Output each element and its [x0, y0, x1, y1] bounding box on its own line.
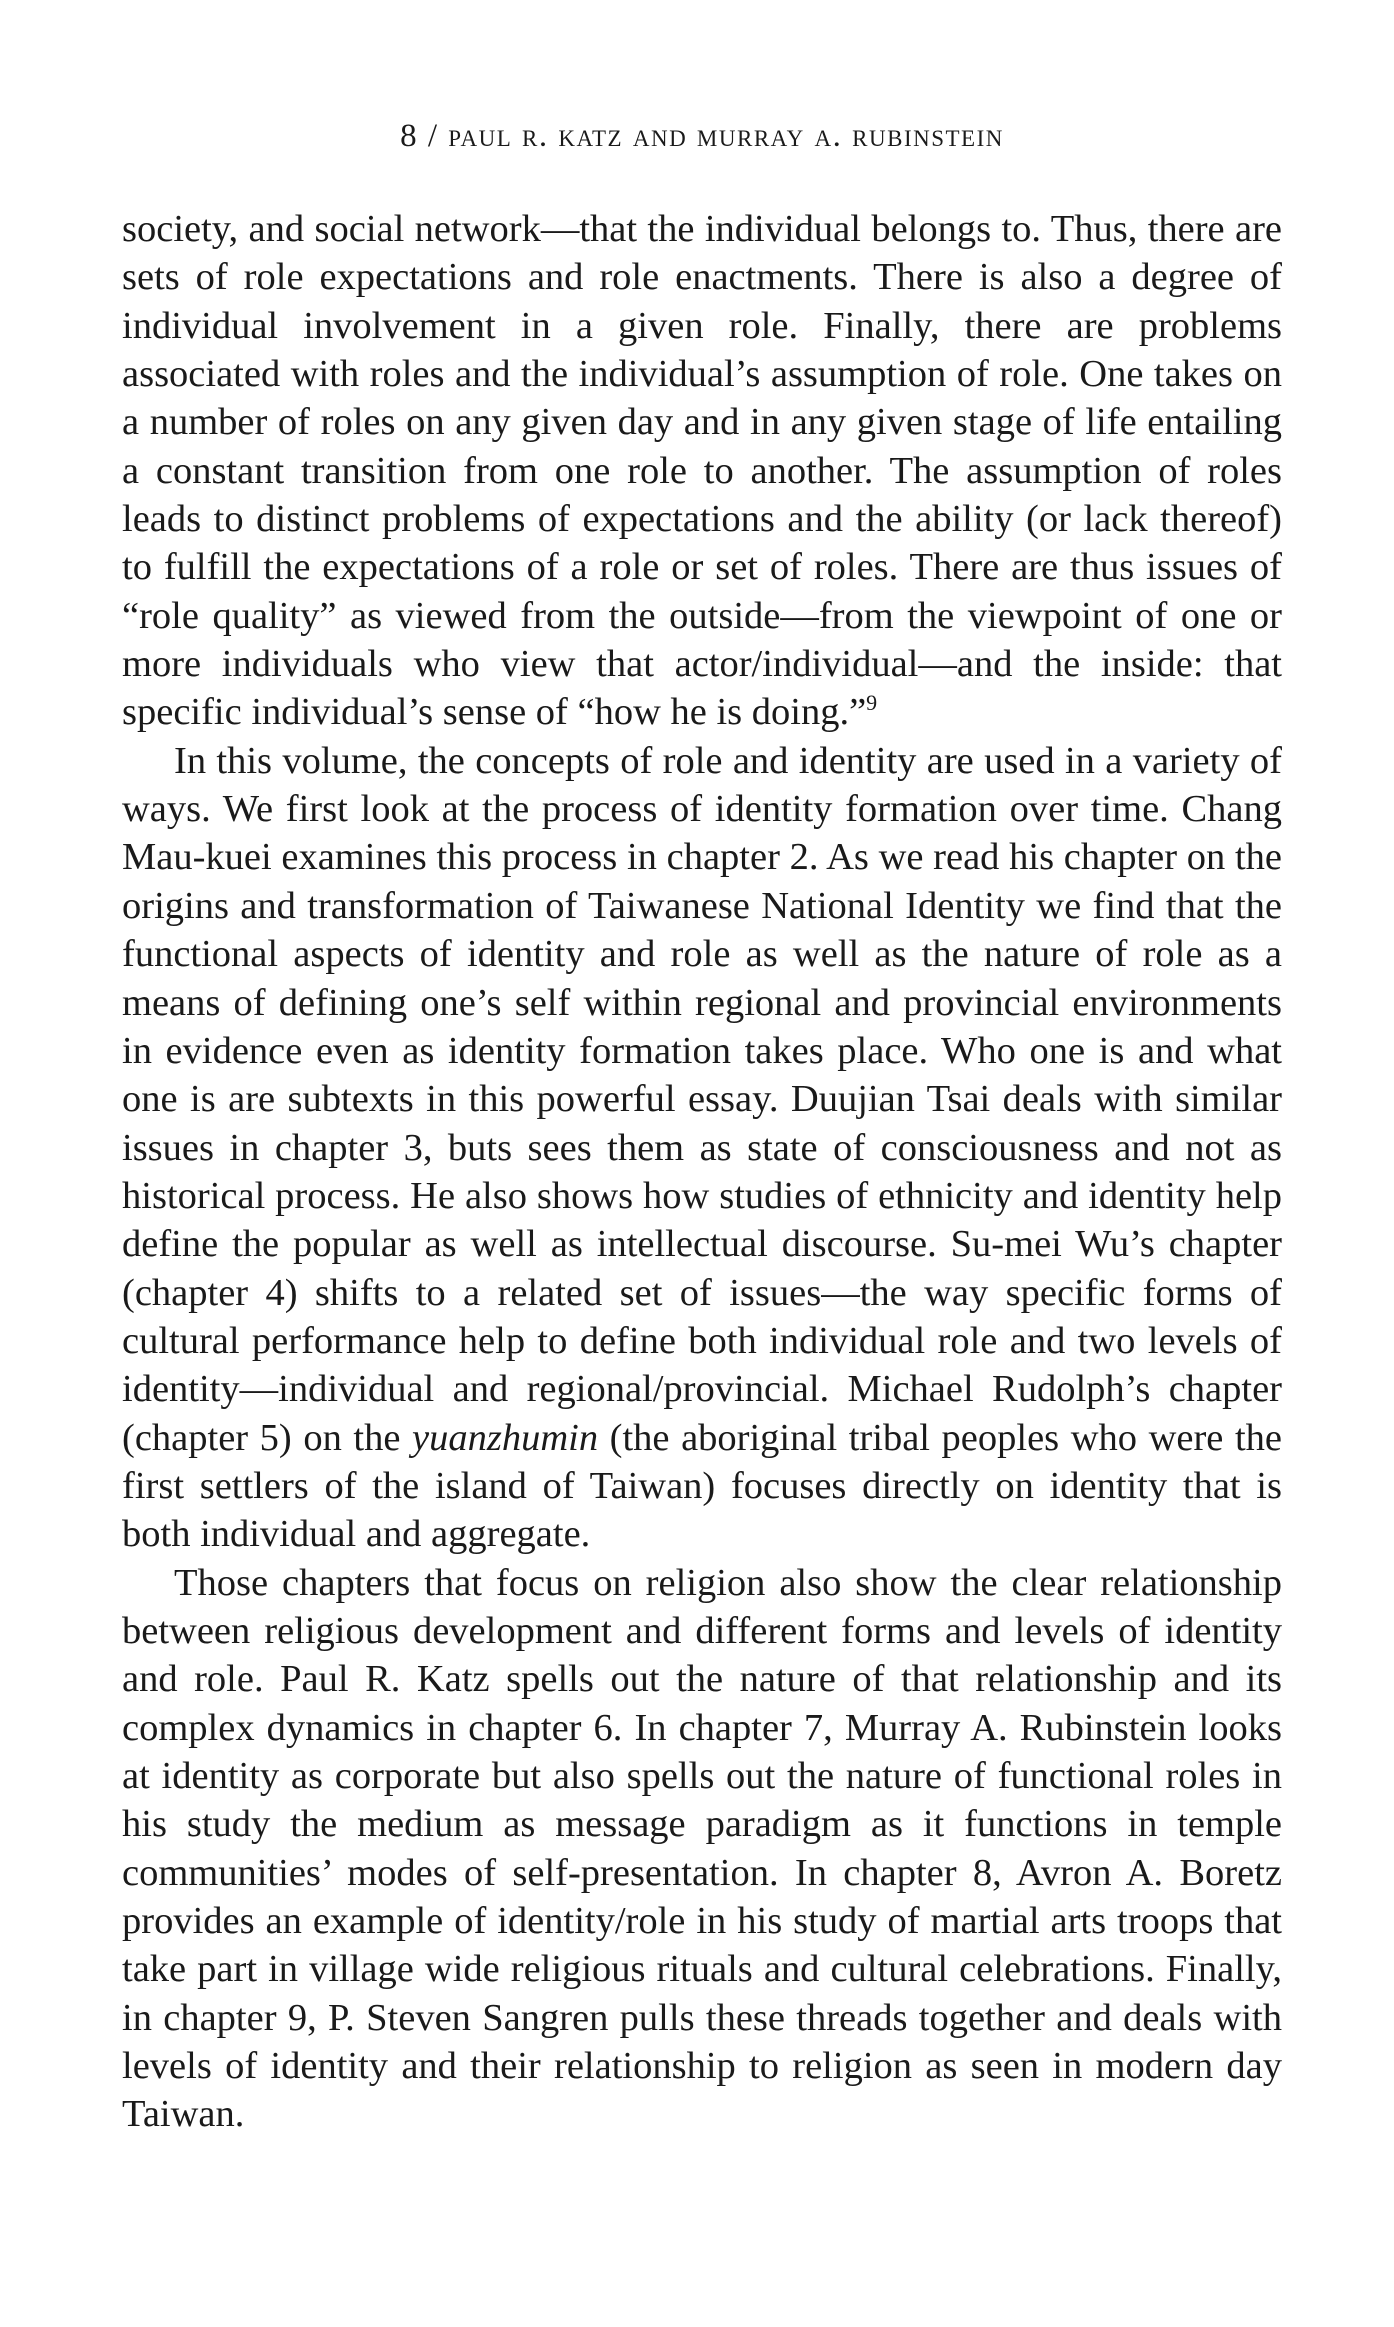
italic-term-yuanzhumin: yuanzhumin: [412, 1416, 599, 1459]
running-head-authors: paul r. katz and murray a. rubinstein: [448, 118, 1004, 154]
paragraph-text: society, and social network—that the individual belongs to. Thus, there are sets of role expectations and role enactments. There is also a degree of individual involvement in a given role. Finally, there are problems associated with roles and the individual’s assumption of role. One takes on a number of roles on any given day and in any given stage of life entailing a constant transition from one role to another. The assumption of roles leads to distinct problems of expectations and the ability (or lack thereof) to fulfill the expectations of a role or set of roles. There are thus issues of “role quality” as viewed from the outside—from the viewpoint of one or more individuals who view that actor/individual—and the inside: that specific individual’s sense of “how he is doing.”: [122, 208, 1282, 734]
paragraph-text-before: In this volume, the concepts of role and identity are used in a variety of ways. We first look at the process of identity formation over time. Chang Mau-kuei examines this process in chapter 2. As we read his chapter on the origins and transformation of Taiwanese National Identity we find that the functional aspects of identity and role as well as the nature of role as a means of defining one’s self within regional and provincial environments in evidence even as identity formation takes place. Who one is and what one is are subtexts in this powerful essay. Duujian Tsai deals with similar issues in chapter 3, buts sees them as state of consciousness and not as historical process. He also shows how studies of ethnicity and identity help define the popular as well as intellectual discourse. Su-mei Wu’s chapter (chapter 4) shifts to a related set of issues—the way specific forms of cultural performance help to define both individual role and two levels of identity—individual and regional/provincial. Michael Rudolph’s chapter (chapter 5) on the: [122, 739, 1282, 1459]
running-head: [122, 118, 1282, 155]
paragraph-role-theory: [122, 205, 1282, 737]
paragraph-religion-chapters: [122, 1559, 1282, 2139]
paragraph-text: Those chapters that focus on religion also show the clear relationship between religious development and different forms and levels of identity and role. Paul R. Katz spells out the nature of that relationship and its complex dynamics in chapter 6. In chapter 7, Murray A. Rubinstein looks at identity as corporate but also spells out the nature of functional roles in his study the medium as message paradigm as it functions in temple communities’ modes of self-presentation. In chapter 8, Avron A. Boretz provides an example of identity/role in his study of martial arts troops that take part in village wide religious rituals and cultural celebrations. Finally, in chapter 9, P. Steven Sangren pulls these threads together and deals with levels of identity and their relationship to religion as seen in modern day Taiwan.: [122, 1561, 1282, 2136]
paragraph-text-after: (the aboriginal tribal peoples who were the first settlers of the island of Taiwan) focuses directly on identity that is both individual and aggregate.: [122, 1416, 1283, 1556]
page-number: 8: [400, 118, 419, 154]
footnote-reference: 9: [866, 690, 878, 716]
paragraph-identity-chapters: [122, 737, 1282, 1559]
running-head-separator: /: [427, 118, 439, 154]
body-text: [122, 205, 1282, 2139]
